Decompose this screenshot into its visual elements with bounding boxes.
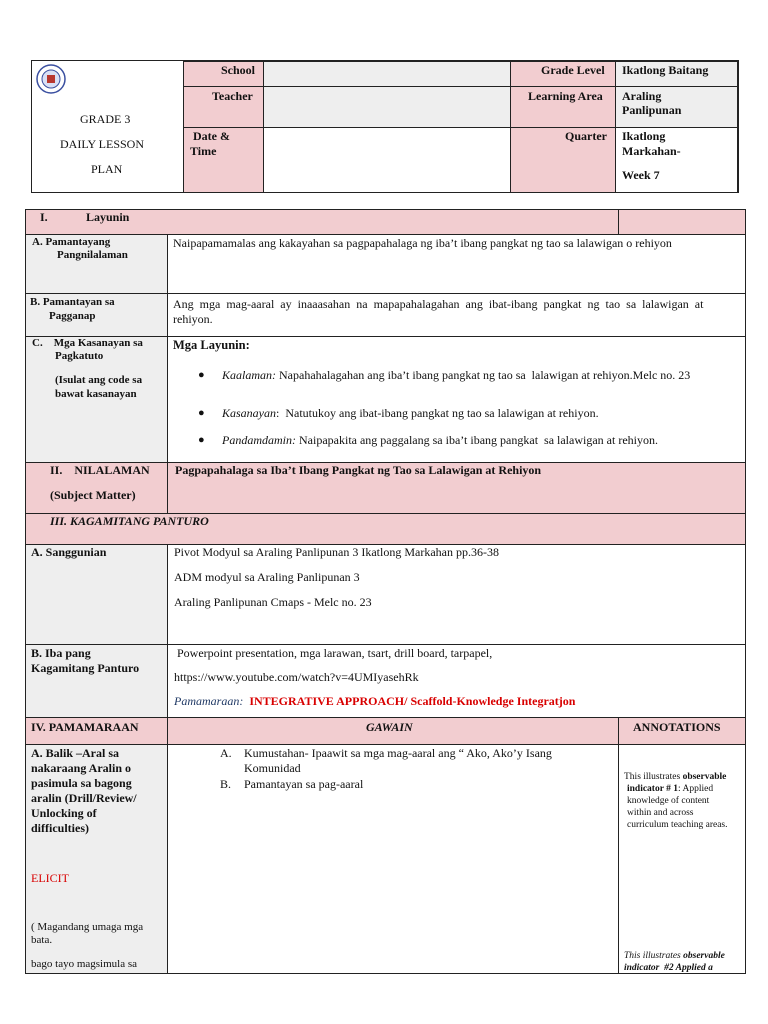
bullet-icon: ● — [198, 407, 205, 419]
section1-title: Layunin — [86, 210, 130, 224]
youtube-link[interactable]: https://www.youtube.com/watch?v=4UMIyasehRk — [174, 670, 419, 684]
date-label-line1: Date & — [193, 129, 230, 143]
grade-level-value: Ikatlong Baitang — [622, 63, 709, 77]
quarter-value-line3: Week 7 — [622, 168, 660, 182]
quarter-value-line1: Ikatlong — [622, 129, 666, 143]
elicit-label: ELICIT — [31, 871, 69, 885]
learning-area-value-line1: Araling — [622, 89, 662, 103]
section2-label-line2: (Subject Matter) — [50, 488, 136, 502]
row-a-text: Naipapamamalas ang kakayahan sa pagpapahalaga ng iba’t ibang pangkat ng tao sa lalawigan o rehiyon — [173, 236, 672, 250]
annotation-note1-line1: This illustrates observable — [624, 772, 727, 782]
objective-pandamdamin: Pandamdamin: Naipapakita ang paggalang sa iba’t ibang pangkat sa lalawigan at rehiyon. — [222, 433, 658, 447]
row-b-text-line1: Ang mga mag-aaral ay inaaasahan na mapapahalagahan ang ibat-ibang pangkat ng tao sa lalawigan at — [173, 297, 704, 311]
balik-aral-label-line: difficulties) — [31, 821, 89, 835]
plan-title-line1: DAILY LESSON — [60, 137, 145, 151]
grade-text: GRADE 3 — [80, 112, 131, 126]
bullet-icon: ● — [198, 434, 205, 446]
quarter-label: Quarter — [565, 129, 607, 143]
section1-number: I. — [40, 210, 48, 224]
reference-item: Pivot Modyul sa Araling Panlipunan 3 Ikatlong Markahan pp.36-38 — [174, 545, 499, 559]
deped-seal-icon — [36, 64, 66, 94]
materials-text: Powerpoint presentation, mga larawan, tsart, drill board, tarpapel, — [174, 646, 493, 660]
teacher-label: Teacher — [212, 89, 253, 103]
step-marker: B. — [220, 777, 232, 791]
row-a-label-line1: A. Pamantayang — [32, 236, 111, 248]
gawain-header: GAWAIN — [366, 720, 413, 734]
section1-header-right — [618, 209, 746, 235]
objectives-heading: Mga Layunin: — [173, 338, 250, 352]
date-label-line2: Time — [190, 144, 217, 158]
school-value-field[interactable] — [263, 61, 511, 87]
school-label: School — [221, 63, 256, 77]
row-c-note-line2: bawat kasanayan — [55, 388, 137, 400]
row-b-label-line2: Pagganap — [49, 310, 96, 322]
balik-aral-label-line: pasimula sa bagong — [31, 776, 132, 790]
grade-level-label: Grade Level — [541, 63, 605, 77]
bullet-icon: ● — [198, 369, 205, 381]
objective-kaalaman: Kaalaman: Napahahalagahan ang iba’t ibang pangkat ng tao sa lalawigan at rehiyon.Melc no. 23 — [222, 368, 691, 382]
learning-area-value-line2: Panlipunan — [622, 103, 682, 117]
objective-kasanayan: Kasanayan: Natutukoy ang ibat-ibang pangkat ng tao sa lalawigan at rehiyon. — [222, 406, 599, 420]
section4-title: IV. PAMAMARAAN — [31, 720, 139, 734]
step-line2: Komunidad — [244, 761, 301, 775]
quarter-value-line2: Markahan- — [622, 144, 681, 158]
step-line1: Pamantayan sa pag-aaral — [244, 777, 364, 791]
gawain-content-cell — [167, 744, 619, 974]
balik-aral-label-line: Unlocking of — [31, 806, 97, 820]
greeting-line1: ( Magandang umaga mga — [31, 921, 144, 933]
reference-item: Araling Panlipunan Cmaps - Melc no. 23 — [174, 595, 372, 609]
learning-area-label: Learning Area — [528, 89, 603, 103]
section3-title: III. KAGAMITANG PANTURO — [50, 514, 209, 528]
annotation-note1-line4: within and across — [627, 808, 694, 818]
section2-content: Pagpapahalaga sa Iba’t Ibang Pangkat ng Tao sa Lalawigan at Rehiyon — [175, 463, 542, 477]
row-a-label-line2: Pangnilalaman — [57, 249, 128, 261]
row-b-text-line2: rehiyon. — [173, 312, 213, 326]
date-value-field[interactable] — [263, 127, 511, 193]
row-c-note-line1: (Isulat ang code sa — [55, 374, 143, 386]
greeting-line3: bago tayo magsimula sa — [31, 958, 138, 970]
balik-aral-label-line: A. Balik –Aral sa — [31, 746, 120, 760]
balik-aral-label-line: aralin (Drill/Review/ — [31, 791, 137, 805]
row-c-label-line1: C. Mga Kasanayan sa — [32, 337, 143, 349]
sanggunian-label: A. Sanggunian — [31, 545, 107, 559]
greeting-line2: bata. — [31, 934, 53, 946]
iba-pang-label-line1: B. Iba pang — [31, 646, 91, 660]
teacher-value-field[interactable] — [263, 86, 511, 128]
row-c-label-line2: Pagkatuto — [55, 350, 104, 362]
reference-item: ADM modyul sa Araling Panlipunan 3 — [174, 570, 360, 584]
balik-aral-label-line: nakaraang Aralin o — [31, 761, 132, 775]
iba-pang-label-line2: Kagamitang Panturo — [31, 661, 140, 675]
section2-label-line1: II. NILALAMAN — [50, 463, 150, 477]
annotation-note2-line2: indicator #2 Applied a — [624, 963, 713, 973]
row-b-label-line1: B. Pamantayan sa — [30, 296, 115, 308]
annotation-note1-line5: curriculum teaching areas. — [627, 820, 728, 830]
annotations-header: ANNOTATIONS — [633, 720, 721, 734]
step-marker: A. — [220, 746, 232, 760]
annotation-note2-line1: This illustrates observable — [624, 951, 725, 961]
pamamaraan-line: Pamamaraan: INTEGRATIVE APPROACH/ Scaffold-Knowledge Integratjon — [174, 694, 576, 708]
step-line1: Kumustahan- Ipaawit sa mga mag-aaral ang “ Ako, Ako’y Isang — [244, 746, 552, 760]
annotation-note1-line3: knowledge of content — [627, 796, 710, 806]
annotation-note1-line2: indicator # 1: Applied — [627, 784, 714, 794]
plan-title-line2: PLAN — [91, 162, 123, 176]
